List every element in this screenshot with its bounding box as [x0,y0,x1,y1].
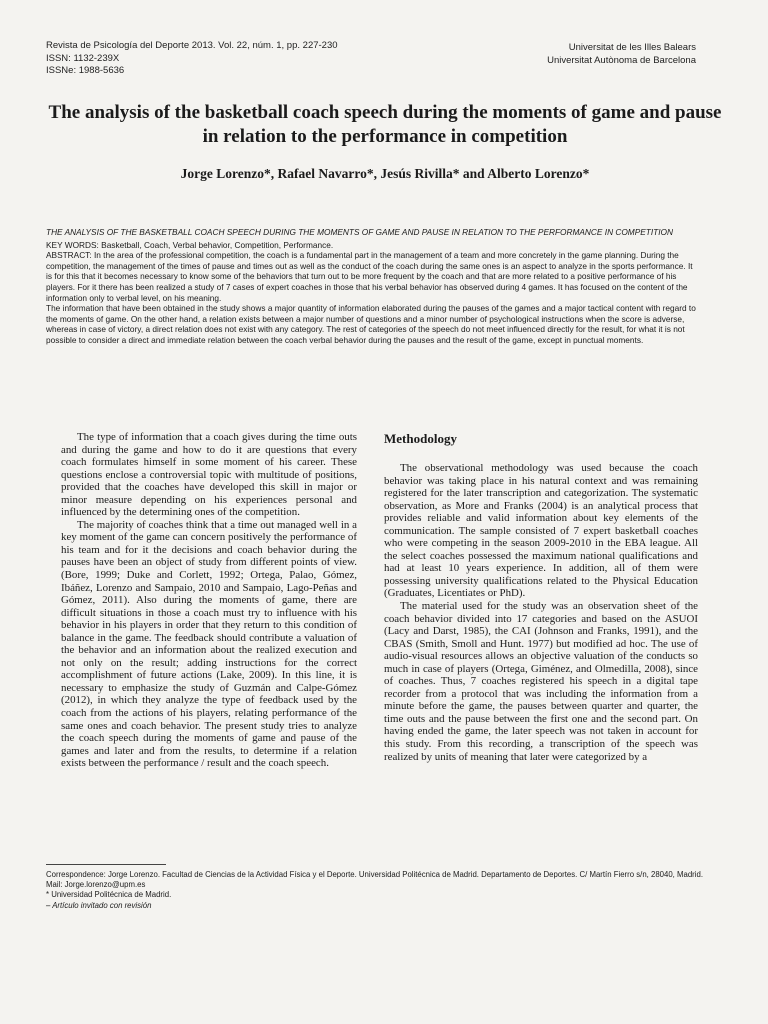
university-2: Universitat Autònoma de Barcelona [547,54,696,66]
issn: ISSN: 1132-239X [46,52,120,64]
methodology-paragraph-2: The material used for the study was an observation sheet of the coach behavior divided into 17 categories and based on the ASUOI (Lacy and Darst, 1985), the CAI (Johnson and Franks, 1991), and the CBAS (Smith, Smoll and Hunt. 1977) but modified ad hoc. The use of audio-visual resources allows an objective valuation of the conducts so much in case of players (Ortega, Giménez, and Olmedilla, 2008), since of coaches. Thus, 7 coaches registered his speech in a digital tape recorder from a protocol that was including the information from a minute before the game, the pauses between quarter and quarter, the time outs and the pause between the first one and the second part. On having ended the game, the later speech was not taken in account for this study. From this recording, a transcription of the speech was realized by units of meaning that later were categorized by a [384,600,698,763]
intro-paragraph-2: The majority of coaches think that a time out managed well in a key moment of the game can concern positively the performance of his team and for it the decisions and coach behavior during the pauses have been an object of study from different points of view. (Bore, 1999; Duke and Corlett, 1992; Ortega, Palao, Gómez, Ibáñez, Lorenzo and Sampaio, 2010 and Sampaio, Lago-Peñas and Gómez, 2011). Also during the moments of game, there are difficult situations in those a coach must try to influence with his behavior in his players in order that they return to this condition of balance in the game. The feedback should contribute a valuation of the behavior and an information about the realized execution and not only on the result; adding instructions for the correct accomplishment of future actions (Lake, 2009). In this line, it is necessary to emphasize the study of Guzmán and Calpe-Gómez (2012), in which they analyze the type of feedback used by the coach from the actions of his players, relating performance of the same ones and coach behavior. The present study tries to analyze the coach speech during the moments of game and pause of the games and later and from the results, to determine if a relation exists between the performance / result and the coach speech. [61,518,357,770]
footnotes [46,870,706,911]
journal-header [46,40,338,78]
abstract-section [46,227,698,346]
affiliation-note: * Universidad Politécnica de Madrid. [46,890,172,900]
article-authors: Jorge Lorenzo*, Rafael Navarro*, Jesús Rivilla* and Alberto Lorenzo* [180,166,590,181]
invited-article-note: – Artículo invitado con revisión [46,900,152,910]
footnote-divider [46,864,166,865]
methodology-heading: Methodology [384,431,457,446]
body-left-column [61,431,357,770]
abstract-paragraph-1: ABSTRACT: In the area of the professional competition, the coach is a fundamental part in the management of a team and more concretely in the game planning. During the competition, the management of the times of pause and times out as well as the conduct of the coach during the same ones is an aspect to analyze in the sports performance. It is for this that it becomes necessary to know some of the behaviors that turn out to be more frequent by the coach and that are more related to a positive performance of his players. For it there has been realized a study of 7 cases of expert coaches in those that his verbal behavior has observed during 4 games. It has focused on the content of the information only to verbal level, on his meaning. [46,250,693,303]
methodology-paragraph-1: The observational methodology was used because the coach behavior was taking place in his natural context and was remaining registered for the later transcription and categorization. The systematic observation, as More and Franks (2004) is an analytical process that provides reliable and valid information about key elements of the communication. The sample consisted of 7 expert basketball coaches who were competing in the season 2009-2010 in the EBA league. All the select coaches possessed the maximum national qualifications and had at least 10 years experience. In addition, all of them were possessing university qualifications related to the Physical Education (Graduates, Licentiates or PhD). [384,462,698,600]
correspondence-note: Correspondence: Jorge Lorenzo. Facultad de Ciencias de la Actividad Física y el Deporte. Universidad Politécnica de Madrid. Departamento de Deportes. C/ Martín Fierro s/n, 28040, Madrid. Mail: Jorge.lorenzo@upm.es [46,870,704,890]
abstract-paragraph-2: The information that have been obtained in the study shows a major quantity of information elaborated during the pauses of the games and a major tactical content with regard to the moments of game. On the other hand, a relation exists between a major number of questions and a minor number of psychological instructions when the score is adverse, whereas in case of victory, a direct relation does not exist with any category. The rest of categories of the speech do not meet influenced directly for the result, for what it is not possible to consider a direct and immediate relation between the coach verbal behavior during the pauses and the result of the game, except in punctual moments. [46,303,696,345]
publisher-header [547,42,696,67]
keywords: KEY WORDS: Basketball, Coach, Verbal behavior, Competition, Performance. [46,239,334,250]
intro-paragraph-1: The type of information that a coach gives during the time outs and during the game and how to do it are questions that every coach formulates himself in some moment of his career. These questions enclose a controversial topic with multitude of positions, provided that the coaches have developed this skill in major or minor measure depending on his experiences personal and influenced by the determining ones of the competition. [61,431,357,519]
article-title: The analysis of the basketball coach speech during the moments of game and pause in relation to the performance in competition [48,102,722,147]
body-right-column [384,431,698,763]
abstract-english-title: THE ANALYSIS OF THE BASKETBALL COACH SPEECH DURING THE MOMENTS OF GAME AND PAUSE IN RELATION TO THE PERFORMANCE IN COMPETITION [46,227,673,237]
university-1: Universitat de les Illes Balears [568,42,696,53]
issne: ISSNe: 1988-5636 [46,65,125,76]
journal-citation: Revista de Psicología del Deporte 2013. Vol. 22, núm. 1, pp. 227-230 [46,40,338,51]
